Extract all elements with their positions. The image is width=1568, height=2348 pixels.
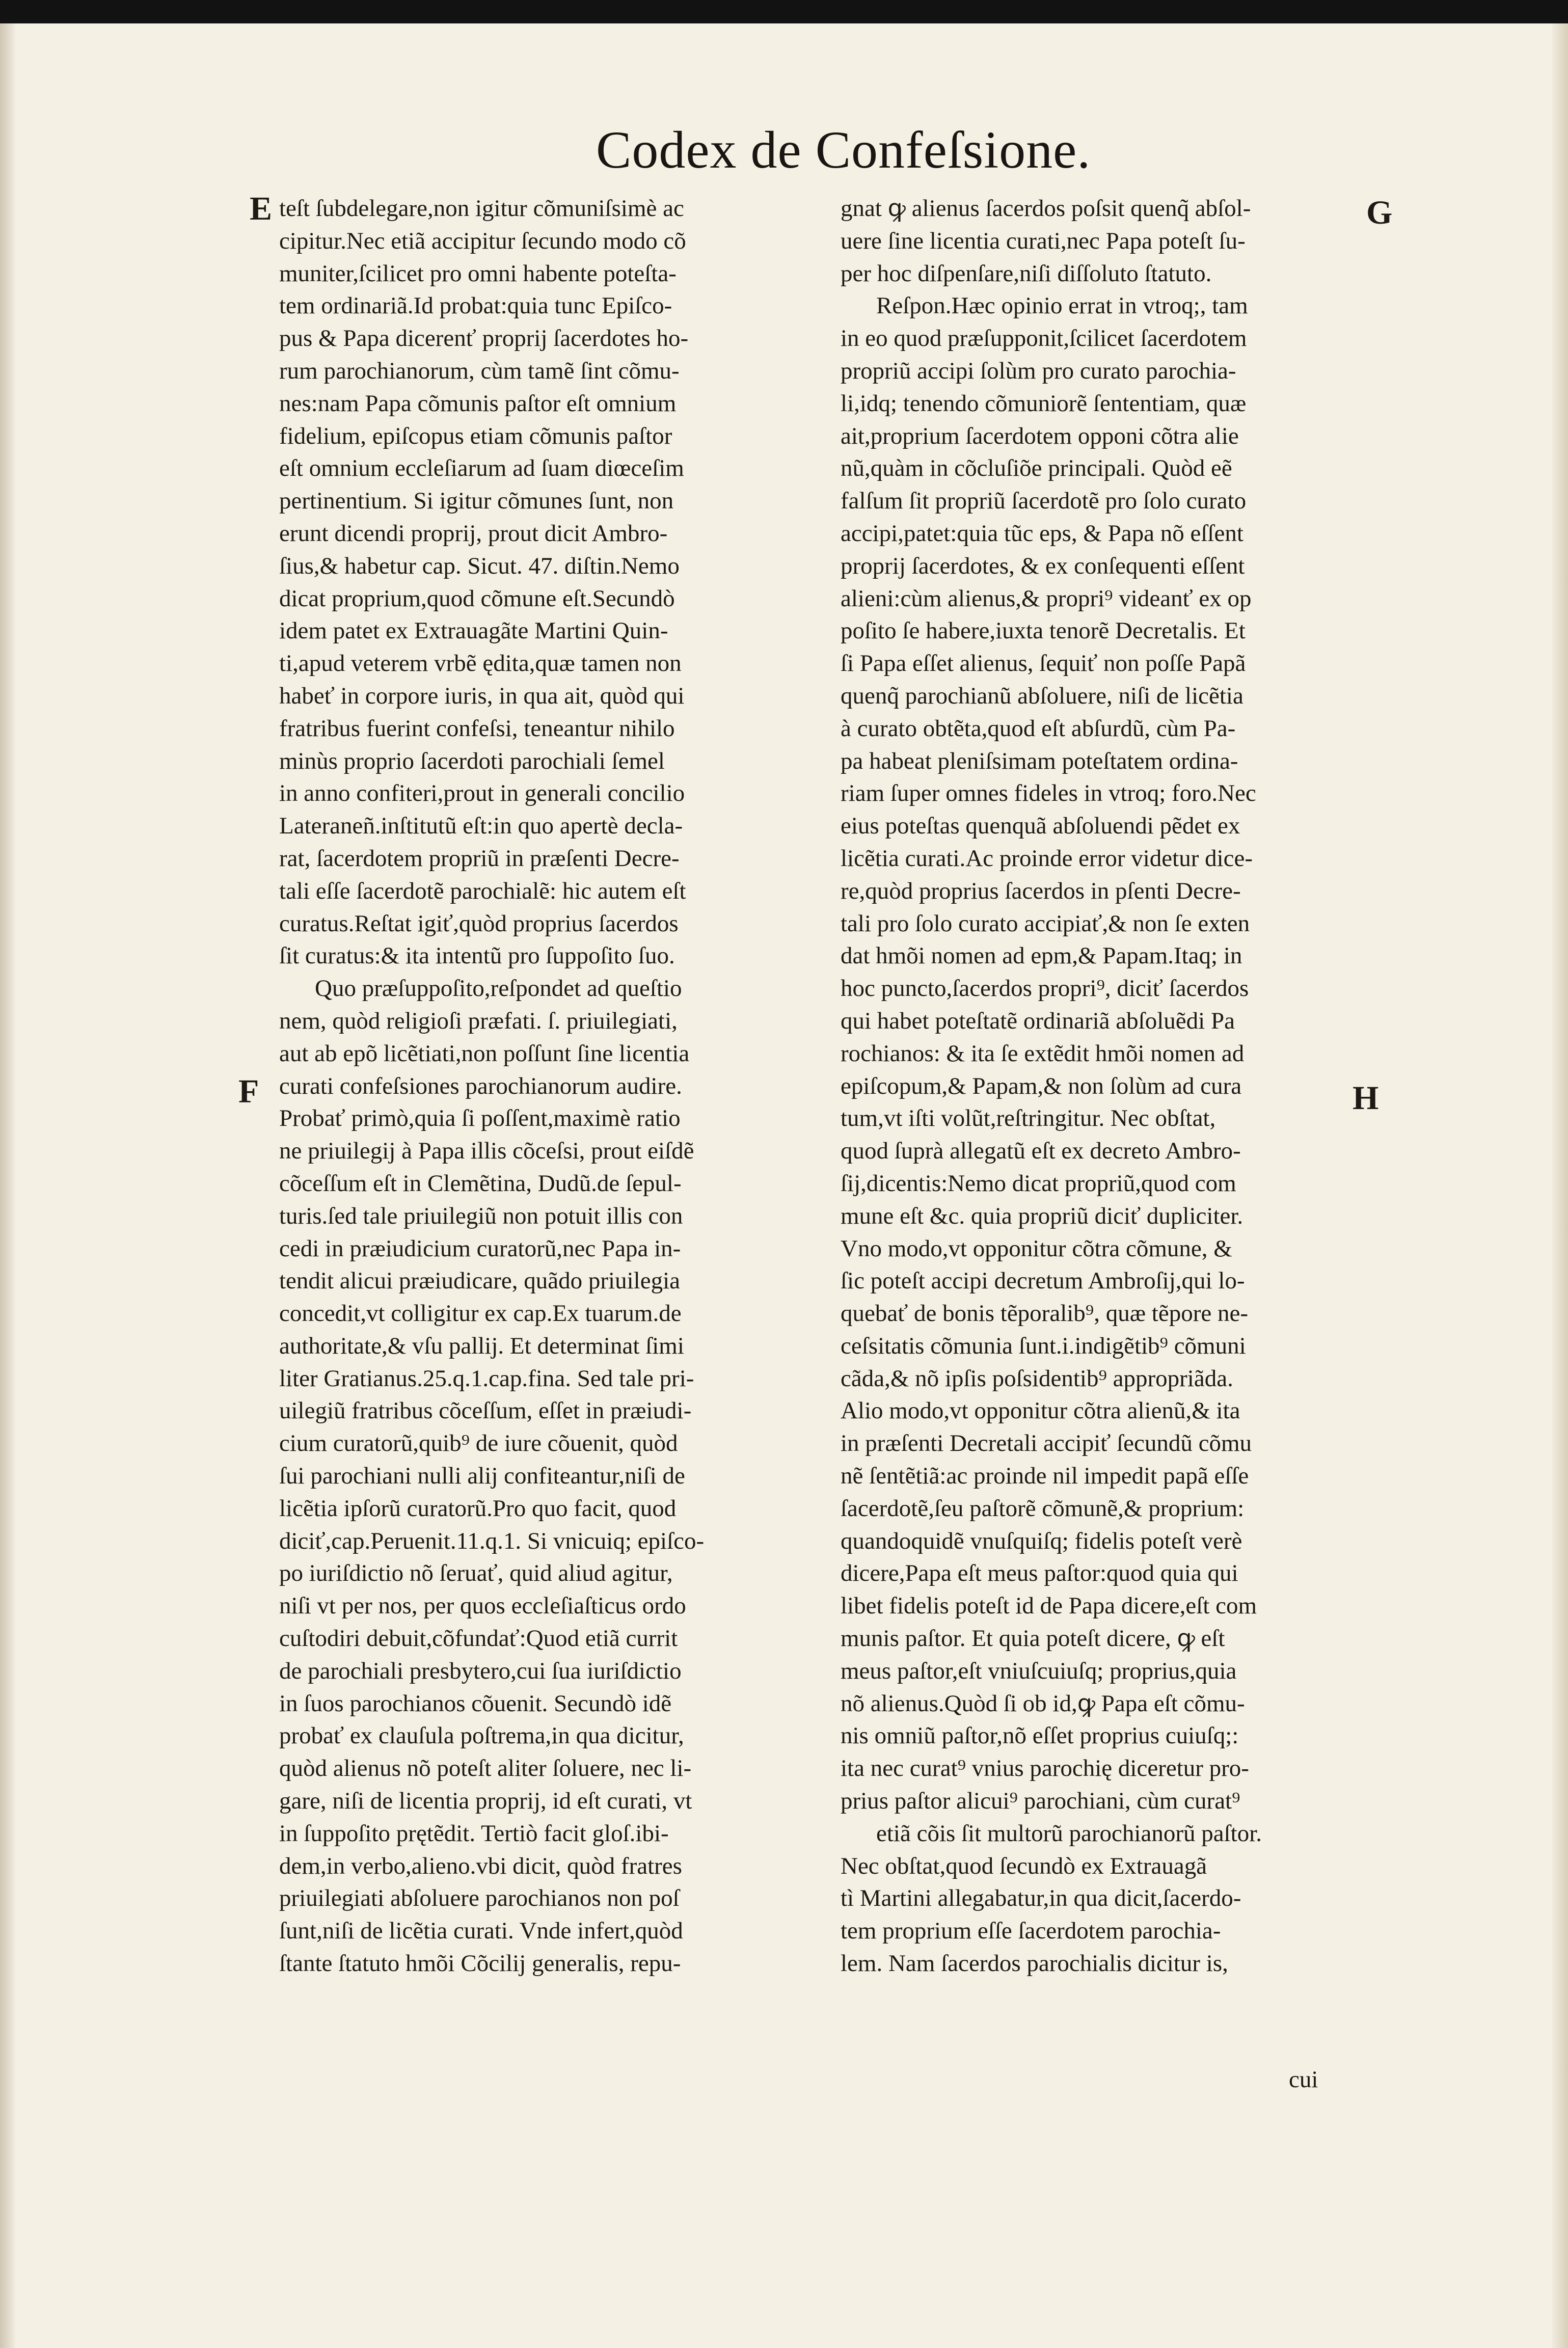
text-line: quòd alienus nõ poteſt aliter ſoluere, nec li- — [279, 1755, 692, 1782]
text-line: gare, niſi de licentia proprij, id eſt curati, vt — [279, 1788, 692, 1815]
text-line: curati confeſsiones parochianorum audire. — [279, 1072, 682, 1099]
text-line: rochianos: & ita ſe extẽdit hmõi nomen ad — [841, 1040, 1245, 1067]
text-line: in anno confiteri,prout in generali concilio — [279, 780, 685, 807]
text-line: aut ab epõ licẽtiati,non poſſunt ſine licentia — [279, 1040, 690, 1067]
text-line: libet fidelis poteſt id de Papa dicere,eſt com — [841, 1593, 1257, 1620]
text-line: tali pro ſolo curato accipiať,& non ſe exten — [841, 910, 1250, 937]
text-line: re,quòd proprius ſacerdos in pſenti Decre- — [841, 877, 1241, 904]
text-line: minùs proprio ſacerdoti parochiali ſemel — [279, 747, 665, 774]
text-line: licẽtia curati.Ac proinde error videtur dice- — [841, 845, 1253, 872]
text-line: uere ſine licentia curati,nec Papa poteſt ſu- — [841, 227, 1246, 254]
text-line: licẽtia ipſorũ curatorũ.Pro quo facit, quod — [279, 1495, 677, 1522]
margin-letter-h: H — [1353, 1079, 1379, 1117]
top-border — [0, 0, 1568, 23]
text-line: à curato obtẽta,quod eſt abſurdũ, cùm Pa- — [841, 715, 1236, 742]
text-line: tì Martini allegabatur,in qua dicit,ſacerdo- — [841, 1885, 1241, 1912]
text-line: in eo quod præſupponit,ſcilicet ſacerdotem — [841, 325, 1247, 352]
text-line: liter Gratianus.25.q.1.cap.fina. Sed tale pri- — [279, 1365, 694, 1392]
text-line: in ſuos parochianos cõuenit. Secundò idẽ — [279, 1690, 672, 1717]
text-line: pa habeat pleniſsimam poteſtatem ordina- — [841, 747, 1238, 774]
text-line: concedit,vt colligitur ex cap.Ex tuarum.de — [279, 1300, 682, 1327]
text-line: pus & Papa dicerenť proprij ſacerdotes ho- — [279, 325, 689, 352]
text-line: habeť in corpore iuris, in qua ait, quòd qui — [279, 682, 685, 709]
text-line: cedi in præiudicium curatorũ,nec Papa in- — [279, 1235, 681, 1262]
text-line: prius paſtor alicui⁹ parochiani, cùm curat⁹ — [841, 1788, 1240, 1815]
text-line: authoritate,& vſu pallij. Et determinat ſimi — [279, 1332, 684, 1359]
text-line: ceſsitatis cõmunia ſunt.i.indigẽtib⁹ cõmuni — [841, 1332, 1246, 1359]
text-line: nes:nam Papa cõmunis paſtor eſt omnium — [279, 390, 677, 417]
text-line: quandoquidẽ vnuſquiſq; fidelis poteſt verè — [841, 1527, 1242, 1554]
text-line: tem proprium eſſe ſacerdotem parochia- — [841, 1918, 1221, 1945]
text-line: meus paſtor,eſt vniuſcuiuſq; proprius,quia — [841, 1657, 1237, 1684]
text-line: nõ alienus.Quòd ſi ob id,ꝙ Papa eſt cõmu- — [841, 1690, 1245, 1717]
text-line: de parochiali presbytero,cui ſua iuriſdictio — [279, 1657, 682, 1684]
text-line: ait,proprium ſacerdotem opponi cõtra alie — [841, 422, 1239, 449]
text-line: ſunt,niſi de licẽtia curati. Vnde infert,quòd — [279, 1918, 683, 1945]
text-line: fratribus fuerint confeſsi, teneantur nihilo — [279, 715, 675, 742]
text-line: diciť,cap.Peruenit.11.q.1. Si vnicuiq; epiſco- — [279, 1527, 705, 1554]
text-line: qui habet poteſtatẽ ordinariã abſoluẽdi Pa — [841, 1007, 1235, 1034]
text-line: ſij,dicentis:Nemo dicat propriũ,quod com — [841, 1170, 1236, 1197]
text-line: quenq̃ parochianũ abſoluere, niſi de licẽtia — [841, 682, 1243, 709]
text-line: ne priuilegij à Papa illis cõceſsi, prout eiſdẽ — [279, 1138, 694, 1165]
text-line: cipitur.Nec etiã accipitur ſecundo modo cõ — [279, 227, 686, 254]
text-line: ſius,& habetur cap. Sicut. 47. diſtin.Nemo — [279, 552, 680, 579]
text-line: tum,vt iſti volũt,reſtringitur. Nec obſtat, — [841, 1105, 1216, 1132]
text-line: Alio modo,vt opponitur cõtra alienũ,& ita — [841, 1397, 1240, 1424]
text-line: tendit alicui præiudicare, quãdo priuilegia — [279, 1267, 680, 1294]
text-line: dat hmõi nomen ad epm,& Papam.Itaq; in — [841, 942, 1242, 969]
text-line: rum parochianorum, cùm tamẽ ſint cõmu- — [279, 357, 680, 384]
text-line: ſi Papa eſſet alienus, ſequiť non poſſe Papã — [841, 650, 1246, 677]
text-line: in præſenti Decretali accipiť ſecundũ cõmu — [841, 1430, 1252, 1457]
text-line: Reſpon.Hæc opinio errat in vtroq;, tam — [876, 292, 1248, 319]
text-line: eſt omnium eccleſiarum ad ſuam diœceſim — [279, 455, 684, 482]
page-left-edge — [0, 23, 15, 2348]
text-line: Lateraneñ.inſtitutũ eſt:in quo apertè decla- — [279, 813, 683, 840]
text-line: ſacerdotẽ,ſeu paſtorẽ cõmunẽ,& proprium: — [841, 1495, 1245, 1522]
text-line: idem patet ex Extrauagãte Martini Quin- — [279, 617, 668, 644]
text-line: erunt dicendi proprij, prout dicit Ambro- — [279, 520, 668, 547]
text-line: per hoc diſpenſare,niſi diſſoluto ſtatuto. — [841, 260, 1212, 287]
text-line: po iuriſdictio nõ ſeruať, quid aliud agitur, — [279, 1560, 673, 1587]
text-line: Probať primò,quia ſi poſſent,maximè ratio — [279, 1105, 681, 1132]
text-line: proprij ſacerdotes, & ex conſequenti eſſent — [841, 552, 1245, 579]
text-line: teſt ſubdelegare,non igitur cõmuniſsimè ac — [279, 195, 684, 222]
text-line: ita nec curat⁹ vnius parochię diceretur pro- — [841, 1755, 1249, 1782]
text-line: turis.ſed tale priuilegiũ non potuit illis con — [279, 1202, 683, 1229]
text-column-right — [841, 193, 1385, 1980]
margin-letter-f: F — [238, 1073, 259, 1110]
text-line: nis omniũ paſtor,nõ eſſet proprius cuiuſq;: — [841, 1722, 1239, 1749]
text-line: poſito ſe habere,iuxta tenorẽ Decretalis. Et — [841, 617, 1246, 644]
text-line: li,idq; tenendo cõmuniorẽ ſententiam, quæ — [841, 390, 1247, 417]
text-line: pertinentium. Si igitur cõmunes ſunt, non — [279, 488, 674, 515]
text-line: fidelium, epiſcopus etiam cõmunis paſtor — [279, 422, 672, 449]
text-line: Quo præſuppoſito,reſpondet ad queſtio — [315, 975, 682, 1002]
text-line: dicat proprium,quod cõmune eſt.Secundò — [279, 585, 675, 612]
margin-letter-g: G — [1366, 194, 1393, 231]
text-line: nem, quòd religioſi præfati. ſ. priuilegiati, — [279, 1007, 678, 1034]
text-line: lem. Nam ſacerdos parochialis dicitur is, — [841, 1950, 1228, 1977]
text-line: dicere,Papa eſt meus paſtor:quod quia qui — [841, 1560, 1238, 1587]
running-title: Codex de Confeſsione. — [596, 121, 1091, 179]
text-line: Vno modo,vt opponitur cõtra cõmune, & — [841, 1235, 1232, 1262]
text-line: nũ,quàm in cõcluſiõe principali. Quòd eẽ — [841, 455, 1232, 482]
text-line: ſit curatus:& ita intentũ pro ſuppoſito ſuo. — [279, 942, 675, 969]
text-line: riam ſuper omnes fideles in vtroq; foro.Nec — [841, 780, 1256, 807]
text-line: ſui parochiani nulli alij confiteantur,niſi de — [279, 1463, 685, 1490]
text-line: accipi,patet:quia tũc eps, & Papa nõ eſſent — [841, 520, 1243, 547]
text-line: mune eſt &c. quia propriũ diciť dupliciter. — [841, 1202, 1243, 1229]
text-line: epiſcopum,& Papam,& non ſolùm ad cura — [841, 1072, 1242, 1099]
text-line: eius poteſtas quenquã abſoluendi pẽdet ex — [841, 813, 1240, 840]
text-line: propriũ accipi ſolùm pro curato parochia- — [841, 357, 1236, 384]
text-column-left — [279, 193, 823, 1980]
text-line: tali eſſe ſacerdotẽ parochialẽ: hic autem eſt — [279, 877, 686, 904]
text-line: nẽ ſentẽtiã:ac proinde nil impedit papã eſſe — [841, 1463, 1249, 1490]
text-line: ſic poteſt accipi decretum Ambroſij,qui lo- — [841, 1267, 1245, 1294]
text-line: quod ſuprà allegatũ eſt ex decreto Ambro- — [841, 1138, 1241, 1165]
margin-letter-e: E — [250, 190, 273, 227]
text-line: cium curatorũ,quib⁹ de iure cõuenit, quòd — [279, 1430, 678, 1457]
text-line: falſum ſit propriũ ſacerdotẽ pro ſolo curato — [841, 488, 1247, 515]
text-line: dem,in verbo,alieno.vbi dicit, quòd fratres — [279, 1852, 682, 1879]
catchword: cui — [1289, 2066, 1318, 2093]
text-line: hoc puncto,ſacerdos propri⁹, diciť ſacerdos — [841, 975, 1249, 1002]
text-line: ti,apud veterem vrbẽ ędita,quæ tamen non — [279, 650, 682, 677]
text-line: cõceſſum eſt in Clemẽtina, Dudũ.de ſepul- — [279, 1170, 682, 1197]
text-line: cuſtodiri debuit,cõfundať:Quod etiã currit — [279, 1625, 678, 1652]
page-right-edge — [1552, 23, 1568, 2348]
text-line: munis paſtor. Et quia poteſt dicere, ꝙ eſt — [841, 1625, 1225, 1652]
text-line: probať ex clauſula poſtrema,in qua dicitur, — [279, 1722, 684, 1749]
text-line: in ſuppoſito prętẽdit. Tertiò facit gloſ.ibi- — [279, 1820, 669, 1847]
text-line: gnat ꝙ alienus ſacerdos poſsit quenq̃ abſol- — [841, 195, 1251, 222]
text-line: curatus.Reſtat igiť,quòd proprius ſacerdos — [279, 910, 679, 937]
text-line: tem ordinariã.Id probat:quia tunc Epiſco- — [279, 292, 672, 319]
text-line: ſtante ſtatuto hmõi Cõcilij generalis, repu- — [279, 1950, 681, 1977]
text-line: quebať de bonis tẽporalib⁹, quæ tẽpore ne- — [841, 1300, 1248, 1327]
text-line: rat, ſacerdotem propriũ in præſenti Decre- — [279, 845, 680, 872]
text-line: etiã cõis ſit multorũ parochianorũ paſtor. — [876, 1820, 1262, 1847]
text-line: priuilegiati abſoluere parochianos non poſ — [279, 1885, 680, 1912]
text-line: niſi vt per nos, per quos eccleſiaſticus ordo — [279, 1593, 686, 1620]
text-line: cãda,& nõ ipſis poſsidentib⁹ appropriãda. — [841, 1365, 1233, 1392]
text-line: Nec obſtat,quod ſecundò ex Extrauagã — [841, 1852, 1207, 1879]
text-line: muniter,ſcilicet pro omni habente poteſta- — [279, 260, 677, 287]
text-line: uilegiũ fratribus cõceſſum, eſſet in præiudi- — [279, 1397, 692, 1424]
text-line: alieni:cùm alienus,& propri⁹ videanť ex op — [841, 585, 1252, 612]
